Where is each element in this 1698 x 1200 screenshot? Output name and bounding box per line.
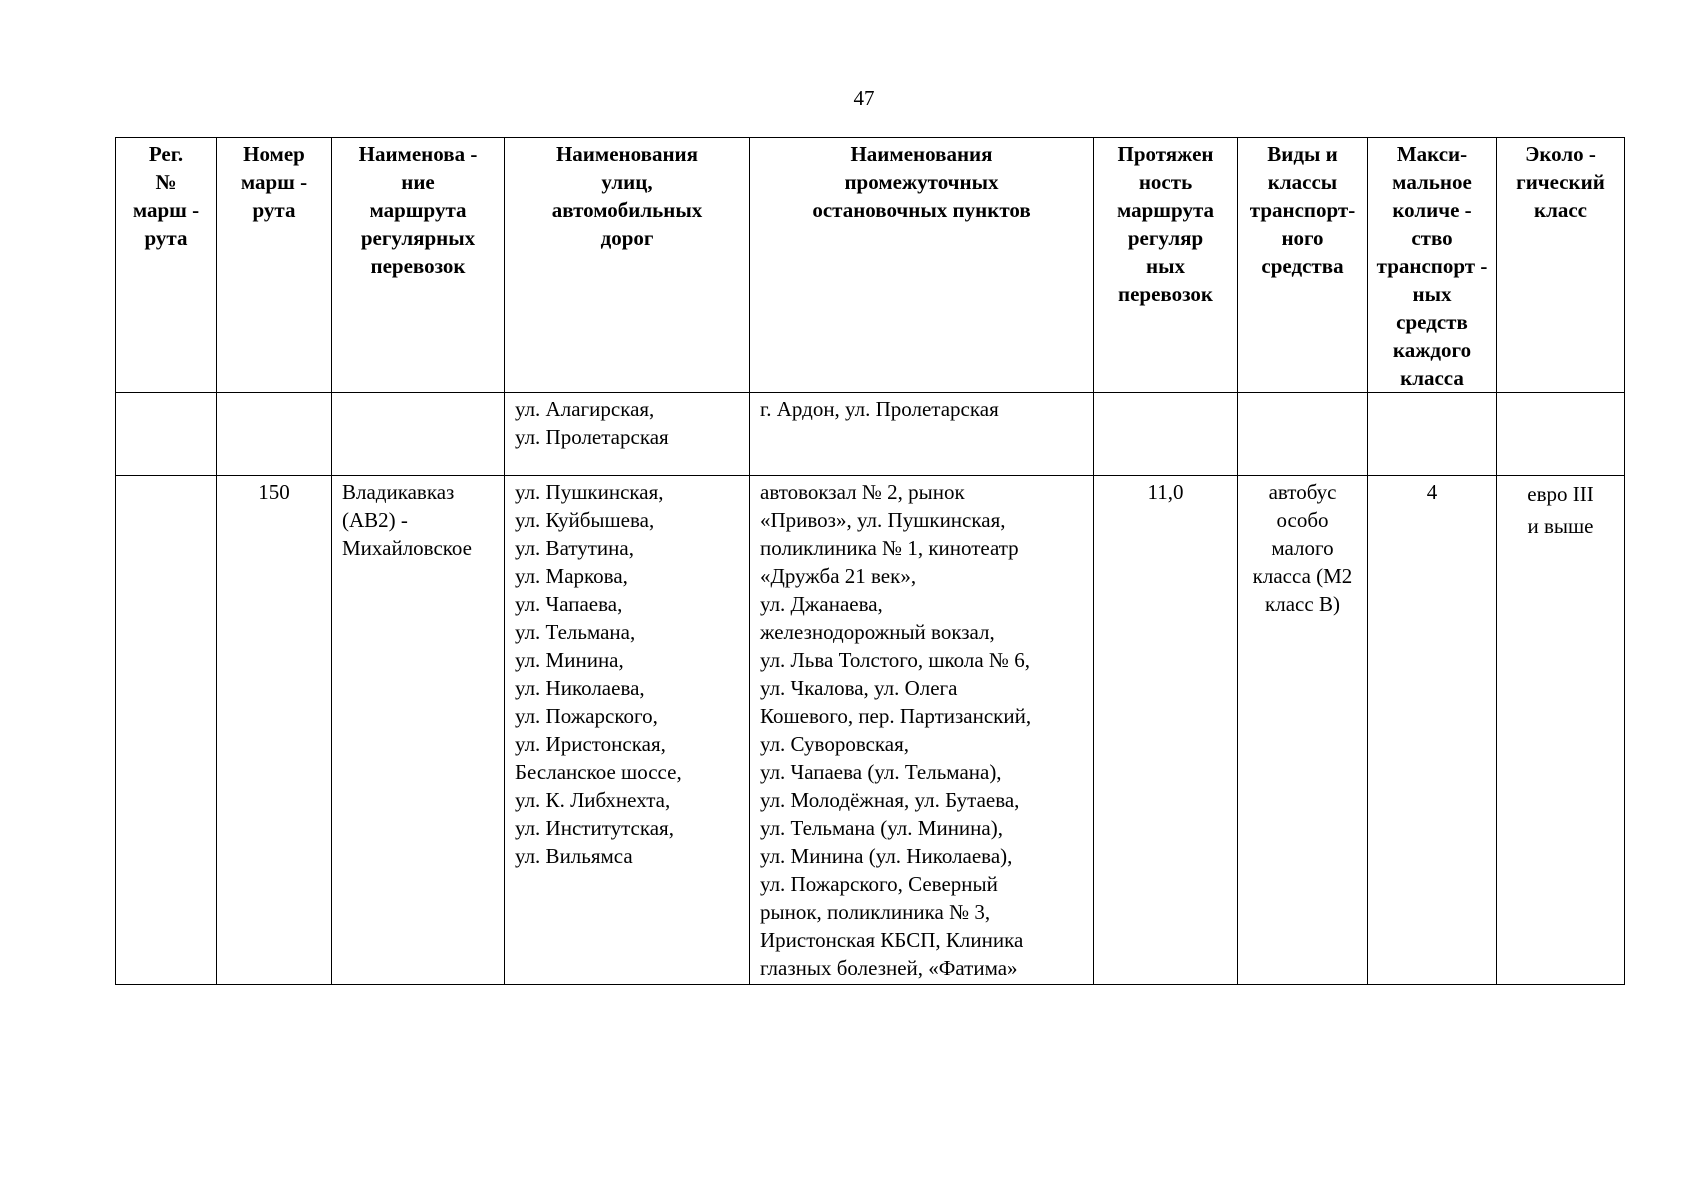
cell-route-name: Владикавказ (АВ2) - Михайловское: [332, 476, 505, 985]
header-length: Протяжен ность маршрута регуляр ных перевозок: [1094, 138, 1238, 393]
cell-length: 11,0: [1094, 476, 1238, 985]
cell-streets: ул. Пушкинская, ул. Куйбышева, ул. Ватутина, ул. Маркова, ул. Чапаева, ул. Тельмана, ул. Минина, ул. Николаева, ул. Пожарского, ул. Иристонская, Бесланское шоссе, ул. К. Либхнехта, ул. Институтская, ул. Вильямса: [505, 476, 750, 985]
table-row: [116, 393, 1625, 476]
cell-stops: автовокзал № 2, рынок «Привоз», ул. Пушкинская, поликлиника № 1, кинотеатр «Дружба 21 век», ул. Джанаева, железнодорожный вокзал, ул. Льва Толстого, школа № 6, ул. Чкалова, ул. Олега Кошевого, пер. Партизанский, ул. Суворовская, ул. Чапаева (ул. Тельмана), ул. Молодёжная, ул. Бутаева, ул. Тельмана (ул. Минина), ул. Минина (ул. Николаева), ул. Пожарского, Северный рынок, поликлиника № 3, Иристонская КБСП, Клиника глазных болезней, «Фатима»: [750, 476, 1094, 985]
header-vehicle-type: Виды и классы транспорт- ного средства: [1238, 138, 1368, 393]
header-stops: Наименования промежуточных остановочных пунктов: [750, 138, 1094, 393]
routes-table: [115, 137, 1625, 985]
cell-stops: г. Ардон, ул. Пролетарская: [750, 393, 1094, 476]
cell-route-no: [217, 393, 332, 476]
cell-route-name: [332, 393, 505, 476]
cell-streets: ул. Алагирская, ул. Пролетарская: [505, 393, 750, 476]
cell-eco-class: евро III и выше: [1497, 476, 1625, 985]
cell-vehicle-type: автобус особо малого класса (М2 класс В): [1238, 476, 1368, 985]
header-eco-class: Эколо - гический класс: [1497, 138, 1625, 393]
header-route-no: Номер марш - рута: [217, 138, 332, 393]
header-route-name: Наименова - ние маршрута регулярных перевозок: [332, 138, 505, 393]
cell-max-count: [1368, 393, 1497, 476]
cell-max-count: 4: [1368, 476, 1497, 985]
cell-reg-no: [116, 476, 217, 985]
cell-reg-no: [116, 393, 217, 476]
table-row: [116, 476, 1625, 985]
cell-length: [1094, 393, 1238, 476]
page-number: 47: [853, 86, 875, 110]
header-streets: Наименования улиц, автомобильных дорог: [505, 138, 750, 393]
cell-vehicle-type: [1238, 393, 1368, 476]
header-row: [116, 138, 1625, 393]
cell-route-no: 150: [217, 476, 332, 985]
header-reg-no: Рег. № марш - рута: [116, 138, 217, 393]
cell-eco-class: [1497, 393, 1625, 476]
header-max-count: Макси- мальное количе - ство транспорт - ных средств каждого класса: [1368, 138, 1497, 393]
